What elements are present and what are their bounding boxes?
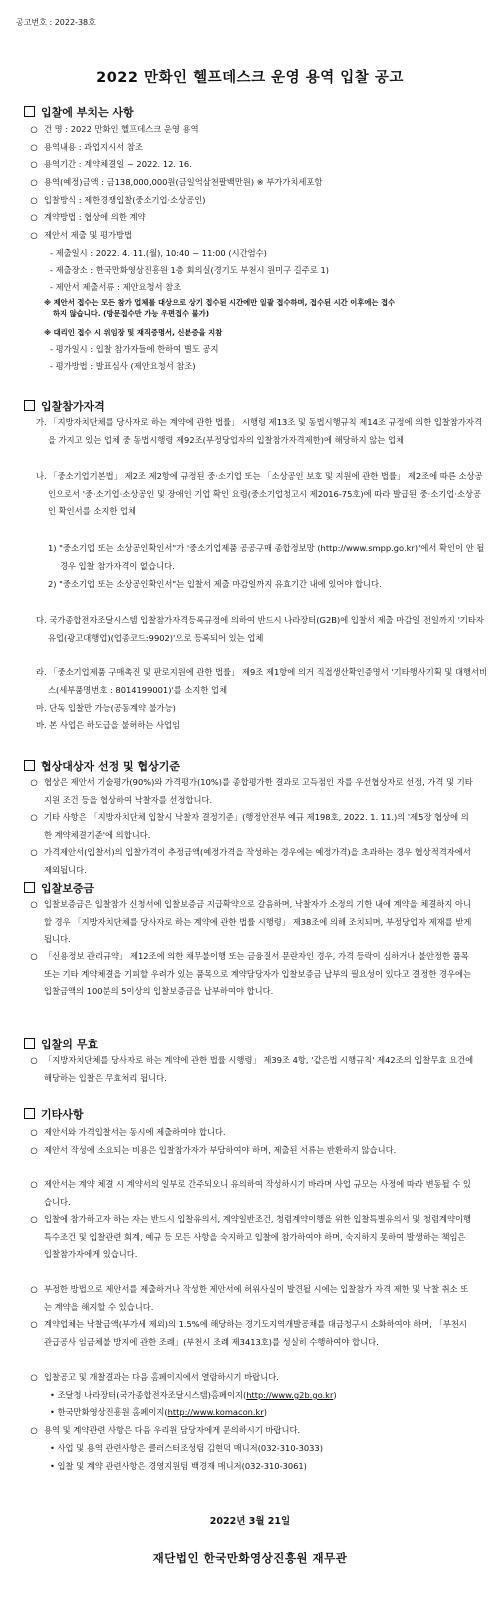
g2b-link[interactable]: http://www.g2b.go.kr xyxy=(246,1390,334,1400)
link-item-g2b: • 조달청 나라장터(국가종합전자조달시스템)홈페이지(http://www.g2b.go.kr) xyxy=(50,1390,337,1400)
circle-bullet-icon: ○ xyxy=(30,951,38,961)
checkbox-square-icon xyxy=(24,106,35,117)
issuer-signature: 재단법인 한국만화영상진흥원 재무관 xyxy=(152,1551,348,1565)
circle-bullet-icon: ○ xyxy=(30,212,38,222)
item-contract-method: 계약방법 : 협상에 의한 계약 xyxy=(44,212,146,222)
deposit-item-2: 「신용정보 관리규약」 제12조에 의한 채무불이행 또는 금융질서 문란자인 경우, 가격 등락이 심하거나 불안정한 품목 또는 기타 계약체결을 기피할 우려가 있는 품목으로 계약담당자가 입찰보증금 납부의 필요성이 있다고 결정한 경우에는 입찰금액의 100분의 5이상의 입찰보증금을 납부하여야 합니다. xyxy=(44,951,472,996)
qualification-ba: 바. 본 사업은 하도급을 불허하는 사업임 xyxy=(36,720,181,730)
misc-item-4: 입찰에 참가하고자 하는 자는 반드시 입찰유의서, 계약일반조건, 청렴계약이행을 위한 입찰특별유의서 및 청렴계약이행 특수조건 및 입찰관련 회계, 예규 등 모든 사항을 숙지하고 입찰에 참가하여야 하며, 숙지하지 못하여 발생하는 책임은 입찰참가자에게 있습니다. xyxy=(44,1214,472,1259)
section-heading-invalid: 입찰의 무효 xyxy=(24,1036,98,1052)
circle-bullet-icon: ○ xyxy=(30,142,38,152)
circle-bullet-icon: ○ xyxy=(30,195,38,205)
qualification-na: 나. 「중소기업기본법」 제2조 제2항에 규정된 중·소기업 또는 「소상공인 보호 및 지원에 관한 법률」 제2조에 따른 소상공인으로서 '중·소기업·소상공인 및 장애인 기업 확인 요령(중소기업청고시 제2016-75호)에 따라 발급된 중·소기업·소상공인 확인서를 소지한 업체 xyxy=(36,471,483,516)
circle-bullet-icon: ○ xyxy=(30,177,38,187)
section-heading-bid-items: 입찰에 부치는 사항 xyxy=(24,104,134,120)
qualification-ga: 가. 「지방자치단체를 당사자로 하는 계약에 관한 법률」 시행령 제13조 및 동법시행규칙 제14조 규정에 의한 입찰참가자격을 가지고 있는 업체 중 동법시행령 제92조(부정당업자의 입찰참가자격제한)에 해당하지 않는 업체 xyxy=(36,417,482,445)
negotiation-item-1: 협상은 제안서 기술평가(90%)와 가격평가(10%)를 종합평가한 결과로 고득점인 자를 우선협상자로 선정, 가격 및 기타 지원 조건 등을 협상하여 낙찰자를 선정합니다. xyxy=(44,777,473,805)
document-title: 2022 만화인 헬프데스크 운영 용역 입찰 공고 xyxy=(96,70,404,86)
contact-contract: • 입찰 및 계약 관련사항은 경영지원팀 백경재 매니저(032-310-3061) xyxy=(50,1461,307,1471)
checkbox-square-icon xyxy=(24,1038,35,1049)
section-heading-qualification: 입찰참가자격 xyxy=(24,398,105,414)
misc-item-7: 입찰공고 및 개찰결과는 다음 홈페이지에서 열람하시기 바랍니다. xyxy=(44,1372,279,1382)
circle-bullet-icon: ○ xyxy=(30,1284,38,1294)
sub-item-submit-docs: - 제안서 제출서류 : 제안요청서 참조 xyxy=(50,282,182,292)
negotiation-item-3: 가격제안서(입찰서)의 입찰가격이 추정금액(예정가격을 작성하는 경우에는 예정가격)을 초과하는 경우 협상적격자에서 제외됩니다. xyxy=(44,847,471,875)
circle-bullet-icon: ○ xyxy=(30,230,38,240)
misc-item-6: 계약업체는 낙찰금액(부가세 제외)의 1.5%에 해당하는 경기도지역개발공채를 대금청구시 소화하여야 하며, 「부천시 관급공사 임금체불 방지에 관한 조례」(부천시 조례 제3413호)를 성실히 수행하여야 합니다. xyxy=(44,1319,467,1347)
circle-bullet-icon: ○ xyxy=(30,159,38,169)
qualification-na-1: 1) "중소기업 또는 소상공인확인서"가 '중소기업제품 공공구매 종합정보망 (http://www.smpp.go.kr)'에서 확인이 안 될 경우 입찰 참가자격이 없습니다. xyxy=(48,543,485,571)
item-period: 용역기간 : 계약체결일 ~ 2022. 12. 16. xyxy=(44,159,192,169)
qualification-da: 다. 국가종합전자조달시스템 입찰참가자격등록규정에 의하여 반드시 나라장터(G2B)에 입찰서 제출 마감일 전일까지 '기타자유업(광고대행업)(업종코드:9902)'으로 등록되어 있는 업체 xyxy=(36,615,484,643)
circle-bullet-icon: ○ xyxy=(30,1214,38,1224)
qualification-ra: 라. 「중소기업제품 구매촉진 및 판로지원에 관한 법률」 제9조 제1항에 의거 직접생산확인증명서 '기타행사기획 및 대행서비스(세부품명번호 : 8014199001)'를 소지한 업체 xyxy=(36,667,488,695)
circle-bullet-icon: ○ xyxy=(30,1055,38,1065)
circle-bullet-icon: ○ xyxy=(30,1179,38,1189)
item-amount: 용역(예정)금액 : 금138,000,000원(금일억삼천팔백만원) ※ 부가가치세포함 xyxy=(44,177,323,187)
announcement-date: 2022년 3월 21일 xyxy=(209,1516,291,1527)
note-proxy: ※ 대리인 접수 시 위임장 및 재직증명서, 신분증을 지참 xyxy=(44,328,223,337)
qualification-na-2: 2) "중소기업 또는 소상공인확인서"는 입찰서 제출 마감일까지 유효기간 내에 있어야 합니다. xyxy=(48,579,382,589)
misc-item-8: 용역 및 계약관련 사항은 다음 우리원 담당자에게 문의하시기 바랍니다. xyxy=(44,1425,301,1435)
item-proposal: 제안서 제출 및 평가방법 xyxy=(44,230,133,240)
qualification-ma: 마. 단독 입찰만 가능(공동계약 불가능) xyxy=(36,703,176,713)
contact-business: • 사업 및 용역 관련사항은 클러스터조성팀 김현덕 매니저(032-310-3033) xyxy=(50,1443,323,1453)
section-heading-negotiation: 협상대상자 선정 및 협상기준 xyxy=(24,758,180,774)
komacon-link[interactable]: http://www.komacon.kr xyxy=(167,1407,264,1417)
sub-item-eval-date: - 평가일시 : 입찰 참가자들에 한하여 별도 공지 xyxy=(50,344,219,354)
circle-bullet-icon: ○ xyxy=(30,899,38,909)
invalid-item-1: 「지방자치단체를 당사자로 하는 계약에 관한 법률 시행령」 제39조 4항, '같은법 시행규칙' 제42조의 입찰무효 요건에 해당하는 입찰은 무효처리 됩니다. xyxy=(44,1055,474,1083)
checkbox-square-icon xyxy=(24,1108,35,1119)
sub-item-submit-place: - 제출장소 : 한국만화영상진흥원 1층 회의실(경기도 부천시 원미구 길주로 1) xyxy=(50,265,329,275)
section-heading-misc: 기타사항 xyxy=(24,1106,84,1122)
item-name: 건 명 : 2022 만화인 헬프데스크 운영 용역 xyxy=(44,124,199,134)
note-submission: ※ 제안서 접수는 모든 참가 업체를 대상으로 상기 접수된 시간에만 일괄 접수하며, 접수된 시간 이후에는 접수 하지 않습니다. (방문접수만 가능 우편접수 불가) xyxy=(44,298,396,318)
circle-bullet-icon: ○ xyxy=(30,124,38,134)
deposit-item-1: 입찰보증금은 입찰참가 신청서에 입찰보증금 지급확약으로 갈음하며, 낙찰자가 소정의 기한 내에 계약을 체결하지 아니할 경우 「지방자치단체를 당사자로 하는 계약에 관한 법률 시행령」 제38조에 의해 조치되며, 부정당업자 제재를 받게 됩니다. xyxy=(44,899,472,944)
sub-item-submit-date: - 제출일시 : 2022. 4. 11.(월), 10:40 ~ 11:00 (시간엄수) xyxy=(50,248,267,258)
misc-item-1: 제안서와 가격입찰서는 동시에 제출하여야 합니다. xyxy=(44,1127,226,1137)
checkbox-square-icon xyxy=(24,882,35,893)
negotiation-item-2: 기타 사항은 「지방자치단체 입찰시 낙찰자 결정기준」(행정안전부 예규 제198호, 2022. 1. 11.)의 '제5장 협상에 의한 계약체결기준'에 의합니다. xyxy=(44,812,469,840)
section-heading-deposit: 입찰보증금 xyxy=(24,880,94,896)
item-bid-method: 입찰방식 : 제한경쟁입찰(중소기업·소상공인) xyxy=(44,195,206,205)
misc-item-5: 부정한 방법으로 제안서를 제출하거나 작성한 제안서에 허위사실이 발견될 시에는 입찰참가 자격 제한 및 낙찰 취소 또는 계약을 해지할 수 있습니다. xyxy=(44,1284,469,1312)
circle-bullet-icon: ○ xyxy=(30,1372,38,1382)
misc-item-3: 제안서는 계약 체결 시 계약서의 일부로 간주되오니 유의하여 작성하시기 바라며 사업 규모는 사정에 따라 변동될 수 있습니다. xyxy=(44,1179,471,1207)
circle-bullet-icon: ○ xyxy=(30,777,38,787)
sub-item-eval-method: - 평가방법 : 발표심사 (제안요청서 참조) xyxy=(50,361,196,371)
circle-bullet-icon: ○ xyxy=(30,1145,38,1155)
circle-bullet-icon: ○ xyxy=(30,847,38,857)
circle-bullet-icon: ○ xyxy=(30,812,38,822)
misc-item-2: 제안서 작성에 소요되는 비용은 입찰참가자가 부담하여야 하며, 제출된 서류는 반환하지 않습니다. xyxy=(44,1145,397,1155)
circle-bullet-icon: ○ xyxy=(30,1425,38,1435)
link-item-komacon: • 한국만화영상진흥원 홈페이지(http://www.komacon.kr) xyxy=(50,1407,268,1417)
circle-bullet-icon: ○ xyxy=(30,1127,38,1137)
circle-bullet-icon: ○ xyxy=(30,1319,38,1329)
checkbox-square-icon xyxy=(24,400,35,411)
notice-number: 공고번호 : 2022-38호 xyxy=(16,18,96,27)
item-content: 용역내용 : 과업지시서 참조 xyxy=(44,142,143,152)
checkbox-square-icon xyxy=(24,760,35,771)
